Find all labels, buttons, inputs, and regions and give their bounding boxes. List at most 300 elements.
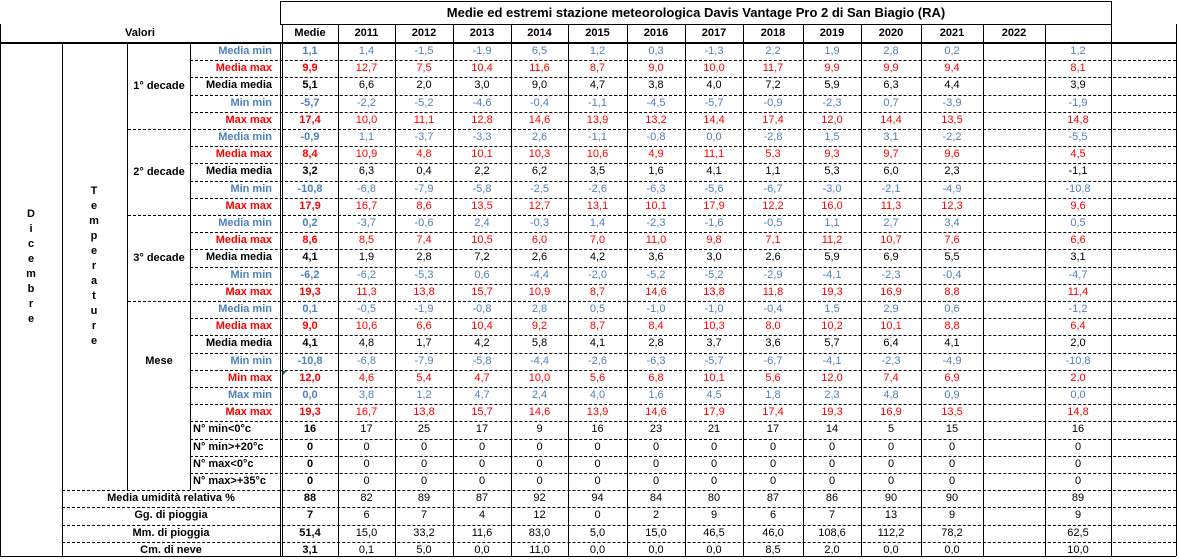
year-value: 3,1 (883, 131, 899, 144)
year-value: 0 (828, 475, 836, 488)
row-label: Media max (215, 62, 272, 75)
year-value: 5,9 (824, 79, 840, 92)
year-value: -0,8 (646, 131, 666, 144)
year-value: 0,0 (706, 131, 722, 144)
summary-value: 4 (478, 509, 486, 522)
year-value: 9,6 (1070, 199, 1086, 212)
table-bottom-border (0, 556, 1176, 557)
summary-value: 94 (591, 492, 604, 505)
year-value: -3,3 (472, 131, 492, 144)
year-value (983, 301, 1045, 318)
year-value: -0,4 (763, 303, 783, 316)
summary-separator (62, 525, 1176, 526)
year-value: 12,7 (528, 199, 551, 212)
column-border (803, 24, 804, 556)
temperature-label-letter: r (91, 320, 97, 333)
year-value: 0,2 (944, 45, 960, 58)
medie-value: 4,1 (302, 337, 318, 350)
summary-value: 10,0 (1067, 543, 1089, 556)
summary-value (983, 507, 1045, 524)
year-value: 17 (475, 423, 489, 436)
medie-value: 3,2 (302, 165, 318, 178)
year-value: 9,8 (706, 234, 722, 247)
summary-value: 15,0 (645, 526, 667, 539)
year-value: -1,0 (704, 303, 724, 316)
year-value: -2,9 (763, 268, 783, 281)
year-value: 14,4 (703, 113, 725, 126)
row-label: Min min (230, 96, 272, 109)
year-value: -1,1 (1068, 165, 1088, 178)
year-value: 1,1 (824, 217, 840, 230)
year-value: 17,4 (762, 406, 784, 419)
year-value: 0 (478, 440, 486, 453)
year-value (983, 473, 1045, 490)
summary-value: 80 (707, 492, 721, 505)
column-border (921, 24, 922, 556)
year-value: 6,9 (883, 251, 899, 264)
year-value: -0,9 (763, 96, 783, 109)
year-value: 5,3 (824, 165, 840, 178)
year-value: -10,8 (1065, 354, 1091, 367)
row-label: Media min (218, 45, 272, 58)
year-value: 0,3 (648, 45, 664, 58)
medie-value: 0 (306, 475, 314, 488)
summary-value: 46,5 (703, 526, 725, 539)
year-value: 0 (948, 440, 956, 453)
year-value: 0 (594, 440, 601, 453)
medie-value: 9,0 (302, 320, 318, 333)
year-value: -6,3 (646, 182, 666, 195)
summary-value: 7 (828, 509, 836, 522)
month-label-letter: m (26, 267, 36, 280)
row-label: Min min (230, 354, 272, 367)
month-label-letter: r (28, 297, 34, 310)
year-value: 10,4 (471, 320, 493, 333)
year-value: 4,2 (474, 337, 490, 350)
left-border (0, 24, 1, 556)
row-label: Max max (225, 199, 272, 212)
year-value: 13,5 (471, 199, 493, 212)
year-value: 3,5 (589, 165, 606, 178)
summary-value: 90 (884, 492, 898, 505)
year-value: 0 (710, 475, 718, 488)
year-value: 9,0 (531, 79, 548, 92)
year-value: 17,4 (762, 113, 784, 126)
year-value: 3,9 (1070, 79, 1086, 92)
year-value: -5,6 (704, 182, 724, 195)
year-value: -2,0 (588, 268, 607, 281)
medie-value: -0,9 (300, 131, 320, 144)
summary-value: 9 (1074, 509, 1082, 522)
year-value: 3,6 (648, 251, 664, 264)
year-value: 1,2 (416, 389, 432, 402)
year-value: 6,4 (1070, 320, 1086, 333)
year-value: 11,1 (413, 113, 435, 126)
year-value: 3,1 (1070, 251, 1086, 264)
header-year: 2018 (760, 26, 786, 39)
year-value: -4,1 (822, 354, 842, 367)
year-value: 10,2 (821, 320, 843, 333)
year-value: 14,6 (645, 406, 667, 419)
summary-value: 5,0 (589, 526, 606, 539)
header-year: 2013 (469, 26, 495, 39)
year-value: -2,2 (942, 131, 962, 144)
year-value: 10,1 (471, 148, 493, 161)
year-value: 10,9 (355, 148, 378, 161)
year-value: 0 (363, 440, 370, 453)
row-label: Media media (205, 251, 272, 264)
row-label: Media max (215, 320, 272, 333)
year-value: 6,6 (416, 320, 432, 333)
row-label: Max max (225, 285, 272, 298)
header-year: 2015 (585, 26, 610, 39)
summary-value: 90 (945, 492, 959, 505)
year-value: 11,6 (529, 62, 550, 75)
summary-value: 92 (533, 492, 546, 505)
year-value: 17,9 (703, 199, 725, 212)
year-value: 8,5 (358, 234, 375, 247)
year-value: 12,0 (821, 371, 843, 384)
year-value: 16,9 (880, 406, 902, 419)
year-value (983, 370, 1045, 387)
year-value: 1,6 (648, 165, 664, 178)
summary-value: 62,5 (1067, 526, 1089, 539)
year-value (983, 387, 1045, 404)
medie-value: 0,1 (302, 303, 318, 316)
year-value: -0,3 (530, 217, 549, 230)
year-value: 3,7 (706, 337, 722, 350)
medie-value: 16 (303, 423, 317, 436)
header-year: 2022 (1001, 26, 1027, 39)
year-value: 3,0 (706, 251, 722, 264)
medie-value: 17,9 (299, 199, 321, 212)
year-value: 3,8 (358, 389, 375, 402)
row-label: Media min (218, 303, 272, 316)
year-value: -5,2 (414, 96, 434, 109)
medie-value: 4,1 (302, 251, 318, 264)
year-value: 11,1 (703, 148, 725, 161)
summary-separator (62, 542, 1176, 543)
year-value: 8,7 (589, 320, 606, 333)
year-value: 0 (594, 475, 601, 488)
year-value: -2,6 (588, 354, 607, 367)
year-value: 0,9 (944, 389, 960, 402)
summary-value: 46,0 (762, 526, 784, 539)
year-value: 10,4 (471, 62, 493, 75)
section-label: 2° decade (133, 165, 185, 178)
year-value (983, 129, 1045, 146)
temp-col-border (127, 43, 128, 490)
year-value: 19,3 (821, 406, 843, 419)
year-value: 0 (948, 475, 956, 488)
header-year: 2014 (527, 26, 552, 39)
summary-value: 9 (710, 509, 718, 522)
year-value: 4,4 (944, 79, 960, 92)
year-value: 13,8 (413, 285, 435, 298)
medie-value: 9,9 (302, 62, 318, 75)
row-separator (128, 129, 1176, 130)
summary-label: Cm. di neve (140, 543, 202, 556)
column-border (983, 24, 984, 556)
row-label: Media media (205, 165, 272, 178)
year-value: 4,7 (474, 371, 490, 384)
year-value: 4,1 (944, 337, 960, 350)
year-value: 12,3 (941, 199, 963, 212)
year-value: -4,1 (822, 268, 842, 281)
year-value: -3,7 (357, 217, 376, 230)
year-value: -2,3 (881, 354, 901, 367)
temperature-label (62, 43, 126, 490)
summary-value: 9 (948, 509, 956, 522)
year-value: 0 (536, 457, 543, 470)
year-value: 6,4 (883, 337, 899, 350)
year-value: 4,1 (706, 165, 722, 178)
year-value (983, 404, 1045, 421)
year-value: 1,2 (1070, 45, 1086, 58)
year-value: 2,0 (1070, 371, 1086, 384)
medie-value: 19,3 (299, 406, 321, 419)
summary-value: 87 (766, 492, 780, 505)
year-value: 1,5 (824, 131, 840, 144)
year-value: 0 (652, 475, 660, 488)
row-label: Media max (215, 148, 272, 161)
summary-medie: 3,1 (302, 543, 318, 556)
year-value: -7,9 (414, 354, 434, 367)
year-value (983, 198, 1045, 215)
temperature-label-letter: a (90, 275, 98, 288)
summary-value: 2 (652, 509, 660, 522)
year-value: 17,9 (703, 406, 725, 419)
year-value: 5,3 (765, 148, 781, 161)
year-value: 5,6 (765, 371, 781, 384)
summary-value: 2,0 (824, 543, 840, 556)
year-value: 14,6 (645, 285, 667, 298)
title-left-border (280, 1, 281, 24)
row-separator (128, 215, 1176, 216)
year-value: 16 (591, 423, 604, 436)
column-border (627, 24, 628, 556)
year-value: 4,2 (589, 251, 606, 264)
column-border (1176, 24, 1177, 556)
year-value: 13,2 (645, 113, 667, 126)
year-value: 0,6 (944, 303, 960, 316)
summary-value: 82 (360, 492, 373, 505)
summary-value: 6 (363, 509, 370, 522)
year-value: 16,7 (355, 406, 378, 419)
year-value: -5,8 (472, 182, 492, 195)
year-value: 2,8 (648, 337, 664, 350)
month-label-letter: i (29, 222, 33, 235)
summary-value: 89 (417, 492, 431, 505)
year-value: -4,7 (1068, 268, 1088, 281)
year-value: -5,3 (414, 268, 434, 281)
year-value: 1,1 (358, 131, 375, 144)
year-value: 1,9 (824, 45, 840, 58)
year-value: 10,9 (528, 285, 551, 298)
title-right-border (1111, 1, 1112, 24)
year-value: 8,8 (944, 320, 960, 333)
row-label: N° min<0°c (193, 423, 252, 436)
year-value: 10,1 (880, 320, 902, 333)
year-value: -6,8 (357, 182, 376, 195)
year-value: 14,4 (880, 113, 902, 126)
year-value: 4,7 (474, 389, 490, 402)
header-year: 2020 (878, 26, 904, 39)
year-value: 2,6 (531, 131, 548, 144)
year-value: 10,5 (471, 234, 493, 247)
year-value: 2,6 (531, 251, 548, 264)
summary-value: 112,2 (877, 526, 905, 539)
year-value: 6,5 (531, 45, 548, 58)
summary-value: 33,2 (413, 526, 435, 539)
year-value: 14,8 (1067, 406, 1089, 419)
year-value: 7,4 (416, 234, 432, 247)
year-value: 1,1 (765, 165, 781, 178)
column-border (1045, 24, 1046, 556)
year-value: -0,6 (414, 217, 434, 230)
year-value: 2,9 (883, 303, 899, 316)
summary-medie: 88 (303, 492, 317, 505)
summary-separator (62, 507, 1176, 508)
year-value: 6,2 (531, 165, 548, 178)
summary-value: 0,0 (589, 543, 606, 556)
year-value: -1,2 (1068, 303, 1088, 316)
year-value: 17 (766, 423, 780, 436)
year-value: 4,1 (589, 337, 606, 350)
summary-value: 0,0 (944, 543, 960, 556)
year-value: 10,0 (355, 113, 378, 126)
medie-value: -10,8 (297, 354, 323, 367)
month-label-letter: c (27, 237, 35, 250)
summary-value: 0,0 (706, 543, 722, 556)
year-value: 0 (887, 440, 895, 453)
row-separator (128, 301, 1176, 302)
summary-value: 6 (769, 509, 777, 522)
year-value: 2,8 (416, 251, 432, 264)
year-value: 0 (478, 475, 486, 488)
summary-label: Media umidità relativa % (107, 492, 235, 505)
row-label: Max min (227, 389, 272, 402)
medie-value: 0,0 (302, 389, 318, 402)
year-value: 13,9 (586, 113, 609, 126)
year-value: 2,8 (883, 45, 899, 58)
table-title: Medie ed estremi stazione meteorologica Davis Vantage Pro 2 di San Biagio (RA) (446, 4, 946, 20)
column-border (1111, 24, 1112, 556)
year-value (983, 267, 1045, 284)
year-value: 6,3 (883, 79, 899, 92)
year-value: 0 (363, 475, 370, 488)
year-value: -0,8 (472, 303, 492, 316)
year-value: 0 (769, 475, 777, 488)
year-value (983, 353, 1045, 370)
year-value: 9 (536, 423, 543, 436)
year-value: 11,2 (821, 234, 843, 247)
temperature-label-letter: T (90, 185, 98, 198)
year-value: -2,6 (588, 182, 607, 195)
row-label: Min min (230, 182, 272, 195)
row-label: N° max>+35°c (193, 475, 267, 488)
temperature-label-letter: e (90, 335, 98, 348)
year-value (983, 77, 1045, 94)
year-value: 0 (887, 457, 895, 470)
year-value: -0,5 (357, 303, 376, 316)
year-value: 16,0 (821, 199, 843, 212)
year-value: 0 (478, 457, 486, 470)
year-value: 4,0 (589, 389, 606, 402)
year-value (983, 95, 1045, 112)
year-value: 10,0 (703, 62, 725, 75)
year-value: -6,7 (763, 354, 783, 367)
year-value: -2,8 (763, 131, 783, 144)
header-year: 2019 (819, 26, 845, 39)
year-value: 0 (710, 457, 718, 470)
summary-value: 13 (884, 509, 898, 522)
year-value: 11,8 (762, 285, 784, 298)
month-col-border (62, 43, 63, 556)
year-value: 5,5 (944, 251, 960, 264)
year-value: 14,8 (1067, 113, 1089, 126)
year-value: 10,1 (703, 371, 725, 384)
year-value: 1,2 (589, 45, 606, 58)
summary-value: 78,2 (941, 526, 963, 539)
year-value: 2,4 (531, 389, 548, 402)
section-label: 3° decade (133, 251, 185, 264)
summary-value: 11,6 (471, 526, 493, 539)
year-value: 7,1 (765, 234, 781, 247)
year-value: 13,9 (586, 406, 609, 419)
temperature-label-letter: e (90, 245, 98, 258)
header-year: 2021 (939, 26, 965, 39)
year-value: 0 (1074, 457, 1082, 470)
year-value: 11,0 (645, 234, 667, 247)
year-value: 15,7 (471, 406, 493, 419)
year-value: 16 (1071, 423, 1085, 436)
year-value: 6,9 (944, 371, 960, 384)
year-value: 10,6 (355, 320, 378, 333)
year-value: 4,8 (416, 148, 432, 161)
section-label: Mese (145, 354, 173, 367)
year-value (983, 318, 1045, 335)
year-value: 2,2 (765, 45, 781, 58)
column-border (395, 24, 396, 556)
medie-value: 5,1 (302, 79, 318, 92)
year-value: 0 (828, 457, 836, 470)
row-label: N° max<0°c (193, 457, 254, 470)
year-value: 0 (363, 457, 370, 470)
year-value: 1,5 (824, 303, 840, 316)
year-value: -4,9 (942, 354, 962, 367)
year-value: 7,6 (944, 234, 960, 247)
year-value: -2,2 (357, 96, 376, 109)
year-value: 4,8 (358, 337, 375, 350)
year-value: 0 (769, 457, 777, 470)
year-value: 4,6 (358, 371, 375, 384)
year-value: 0 (652, 457, 660, 470)
title-top-border (280, 1, 1111, 2)
year-value: 2,0 (1070, 337, 1086, 350)
month-label-letter: e (27, 252, 35, 265)
year-value: 5,4 (416, 371, 432, 384)
year-value: 0 (652, 440, 660, 453)
label-col-right-border (280, 43, 281, 556)
year-value: -1,6 (704, 217, 724, 230)
year-value: -0,4 (530, 96, 549, 109)
year-value: 10,1 (645, 199, 667, 212)
year-value (983, 421, 1045, 438)
year-value: -1,1 (588, 131, 607, 144)
header-year: 2016 (643, 26, 669, 39)
year-value: 21 (707, 423, 721, 436)
